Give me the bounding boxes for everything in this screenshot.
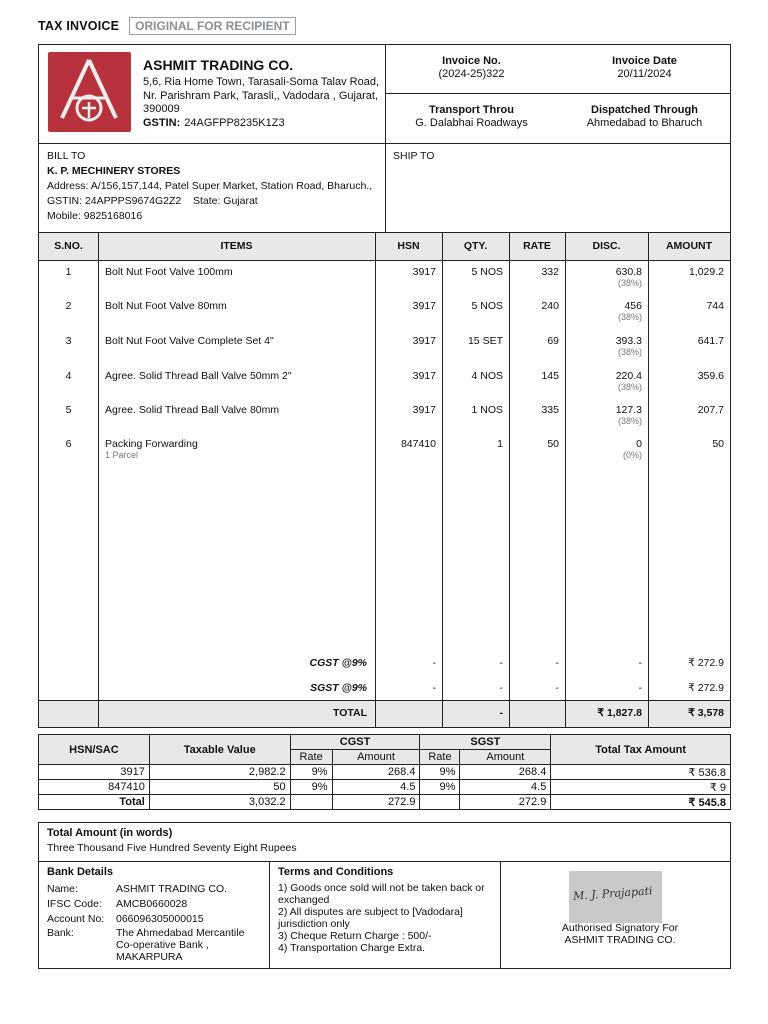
item-sno: 2 <box>65 300 72 312</box>
seller-address: 5,6, Ria Home Town, Tarasali-Soma Talav Road, Nr. Parishram Park, Tarasli,, Vadodara , Gujarat, 390009 <box>143 76 380 115</box>
item-rate: 50 <box>547 438 559 450</box>
ship-to-label: SHIP TO <box>393 150 435 162</box>
seller-gstin: GSTIN: 24AGFPP8235K1Z3 <box>143 117 285 129</box>
bank-details-label: Bank Details <box>47 866 114 878</box>
bill-to-block <box>38 143 731 233</box>
item-qty: 4 NOS <box>471 370 503 382</box>
buyer-gstin: GSTIN: 24APPPS9674G2Z2 State: Gujarat <box>47 195 258 207</box>
tax-sgst-header: SGST <box>420 735 551 750</box>
item-hsn: 847410 <box>400 438 436 450</box>
item-name: Packing Forwarding 1 Parcel <box>105 438 198 460</box>
footer-block <box>38 861 731 969</box>
total-qty: - <box>499 707 503 719</box>
amount-words-label: Total Amount (in words) <box>47 827 173 839</box>
col-hsn: HSN <box>397 240 420 252</box>
col-rate: RATE <box>523 240 551 252</box>
signature-text: M. J. Prajapati <box>572 884 653 903</box>
company-logo <box>48 52 131 132</box>
cgst-label: CGST @9% <box>309 657 367 669</box>
amount-words-value: Three Thousand Five Hundred Seventy Eight Rupees <box>47 842 297 854</box>
item-sno: 4 <box>65 370 72 382</box>
bank-details: Name: ASHMIT TRADING CO. IFSC Code: AMCB0660028 Account No: 066096305000015 Bank: The Ahmedabad Mercantile Co-operative Bank , MAKARPURA <box>47 883 245 963</box>
sgst-dash: - <box>555 682 559 694</box>
item-sno: 1 <box>65 266 72 278</box>
tax-total-row: Total 3,032.2 272.9 272.9 ₹ 545.8 <box>39 795 731 810</box>
buyer-name: K. P. MECHINERY STORES <box>47 165 181 177</box>
seller-name: ASHMIT TRADING CO. <box>143 57 294 73</box>
tax-total-header: Total Tax Amount <box>551 735 731 765</box>
item-amount: 1,029.2 <box>688 266 724 278</box>
cgst-dash: - <box>499 657 503 669</box>
item-sno: 5 <box>65 404 72 416</box>
item-qty: 1 <box>497 438 503 450</box>
dispatch: Dispatched Through Ahmedabad to Bharuch <box>586 104 703 129</box>
items-header-row <box>39 233 730 261</box>
bill-to-details <box>47 149 372 224</box>
terms-list: 1) Goods once sold will not be taken back or exchanged 2) All disputes are subject to [Vadodara] jurisdiction only 3) Cheque Return Charge : 500/- 4) Transportation Charge Extra. <box>278 882 485 954</box>
sgst-dash: - <box>499 682 503 694</box>
doc-title: TAX INVOICE <box>38 19 120 33</box>
item-name: Bolt Nut Foot Valve 80mm <box>105 300 227 312</box>
item-rate: 145 <box>541 370 559 382</box>
item-qty: 5 NOS <box>471 300 503 312</box>
signature-image <box>569 871 662 923</box>
seller-block <box>38 44 731 144</box>
cgst-amount-header: Amount <box>332 750 420 765</box>
tax-row: 3917 2,982.2 9% 268.4 9% 268.4 ₹ 536.8 <box>39 765 731 780</box>
tax-hsn-header: HSN/SAC <box>39 735 150 765</box>
item-rate: 69 <box>547 335 559 347</box>
tax-cgst-header: CGST <box>290 735 420 750</box>
item-amount: 207.7 <box>697 404 724 416</box>
sgst-dash: - <box>432 682 436 694</box>
item-disc: 127.3 (38%) <box>615 404 642 426</box>
item-hsn: 3917 <box>412 266 436 278</box>
item-sno: 3 <box>65 335 72 347</box>
tax-summary-table <box>38 734 731 810</box>
sgst-amount: ₹ 272.9 <box>688 682 724 694</box>
buyer-mobile: Mobile: 9825168016 <box>47 210 143 222</box>
sgst-label: SGST @9% <box>310 682 367 694</box>
total-discount: ₹ 1,827.8 <box>597 707 642 719</box>
items-table <box>38 232 731 728</box>
item-amount: 359.6 <box>697 370 724 382</box>
cgst-rate-header: Rate <box>290 750 332 765</box>
tax-row: 847410 50 9% 4.5 9% 4.5 ₹ 9 <box>39 780 731 795</box>
col-items: ITEMS <box>220 240 253 252</box>
transport: Transport Throu G. Dalabhai Roadways <box>415 104 528 129</box>
item-hsn: 3917 <box>412 370 436 382</box>
item-name: Agree. Solid Thread Ball Valve 80mm <box>105 404 280 416</box>
total-label: TOTAL <box>332 707 367 719</box>
buyer-address: Address: A/156,157,144, Patel Super Market, Station Road, Bharuch., <box>47 180 373 192</box>
item-disc: 393.3 (38%) <box>615 335 642 357</box>
item-qty: 5 NOS <box>471 266 503 278</box>
item-rate: 240 <box>541 300 559 312</box>
company-logo-mark <box>48 52 131 132</box>
item-name: Bolt Nut Foot Valve Complete Set 4" <box>105 335 274 347</box>
invoice-header <box>38 16 296 36</box>
col-qty: QTY. <box>463 240 488 252</box>
col-disc: DISC. <box>592 240 621 252</box>
sgst-amount-header: Amount <box>460 750 551 765</box>
cgst-amount: ₹ 272.9 <box>688 657 724 669</box>
item-disc: 220.4 (38%) <box>615 370 642 392</box>
item-amount: 641.7 <box>697 335 724 347</box>
item-name: Agree. Solid Thread Ball Valve 50mm 2" <box>105 370 292 382</box>
cgst-dash: - <box>432 657 436 669</box>
cgst-dash: - <box>638 657 642 669</box>
item-hsn: 3917 <box>412 335 436 347</box>
cgst-dash: - <box>555 657 559 669</box>
item-disc: 0 (0%) <box>622 438 642 460</box>
invoice-date: Invoice Date 20/11/2024 <box>612 55 677 80</box>
item-hsn: 3917 <box>412 404 436 416</box>
item-hsn: 3917 <box>412 300 436 312</box>
item-amount: 744 <box>706 300 724 312</box>
sgst-dash: - <box>638 682 642 694</box>
item-amount: 50 <box>712 438 724 450</box>
sgst-rate-header: Rate <box>420 750 460 765</box>
item-disc: 456 (38%) <box>617 300 642 322</box>
tax-taxable-header: Taxable Value <box>149 735 290 765</box>
item-rate: 335 <box>541 404 559 416</box>
recipient-badge: ORIGINAL FOR RECIPIENT <box>129 17 295 35</box>
terms-label: Terms and Conditions <box>278 866 394 878</box>
col-sno: S.NO. <box>54 240 83 252</box>
item-rate: 332 <box>541 266 559 278</box>
item-qty: 1 NOS <box>471 404 503 416</box>
item-disc: 630.8 (38%) <box>615 266 642 288</box>
item-name: Bolt Nut Foot Valve 100mm <box>105 266 233 278</box>
item-qty: 15 SET <box>467 335 503 347</box>
total-amount: ₹ 3,578 <box>688 707 724 719</box>
authorised-signatory: Authorised Signatory For ASHMIT TRADING CO. <box>561 922 679 946</box>
invoice-no: Invoice No. (2024-25)322 <box>438 55 505 80</box>
col-amount: AMOUNT <box>665 240 713 252</box>
item-sno: 6 <box>65 438 72 450</box>
amount-in-words <box>38 822 731 862</box>
bill-to-label: BILL TO <box>47 150 86 162</box>
